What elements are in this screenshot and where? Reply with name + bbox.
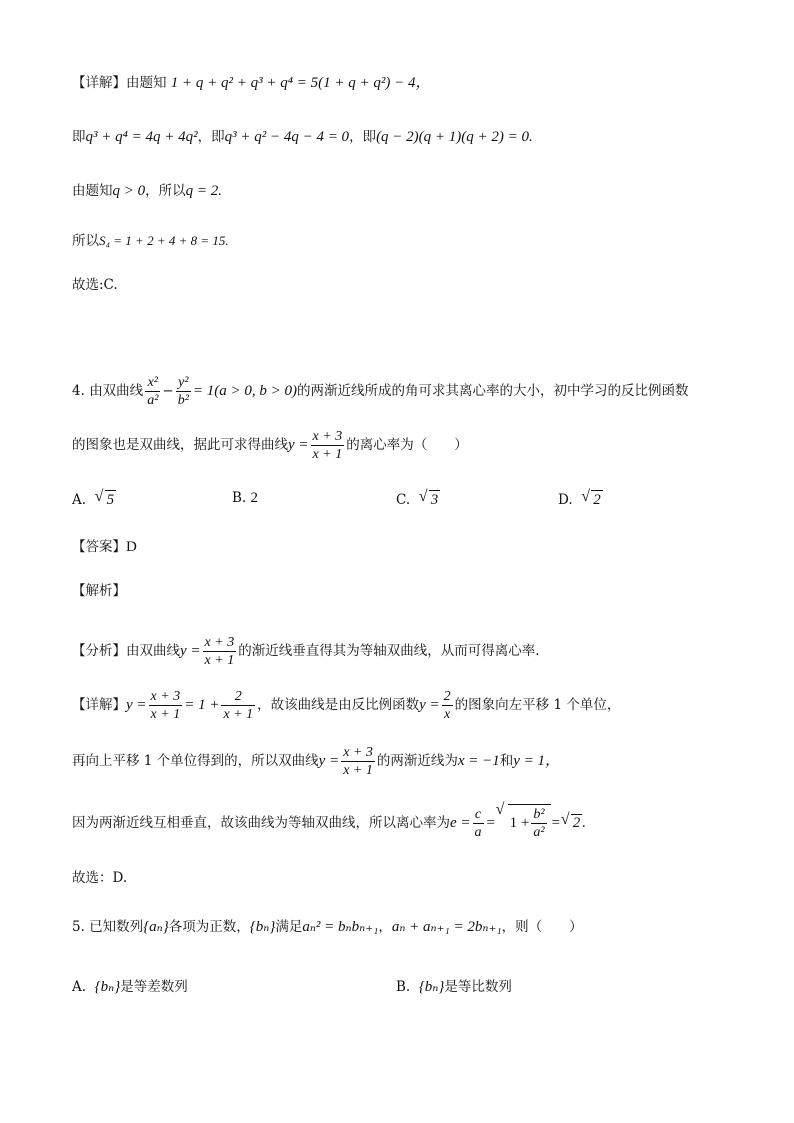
eccentricity-symbol: e = [450,814,471,831]
q5-condition: aₙ + aₙ₊₁ = 2bₙ₊₁ [391,919,502,935]
answer-value: D [126,539,137,555]
q4-text: 的渐近线垂直得其为等轴双曲线，从而可得离心率. [238,643,540,659]
p3-detail-line1 [72,76,430,91]
q5-text: ， [378,919,392,935]
asymptote: y = 1， [513,753,561,769]
p3-text: ，即 [349,129,377,145]
sequence-b: {bₙ} [94,979,121,995]
q4-stem-line1: 4. 由双曲线 $\frac{\text{x²}}{\text{a²}}$ − $\frac{\text{y²}}{\text{b²}}$ = 1(a > 0, b > 0)的两渐近线所成的角可求其离心率的大小，初中学习的反比例函数 [72,375,689,408]
p3-text: ，所以 [145,183,186,199]
sequence-b: {bₙ} [418,979,445,995]
q4-jiexi-tag: 【解析】 [72,583,126,599]
option-text: 是等比数列 [444,979,512,995]
q4-text: 和 [499,753,514,769]
q4-text: 由双曲线 [89,383,144,399]
q4-answer-line [72,540,137,555]
q4-detail-line3: 因为两渐近线互相垂直，故该曲线为等轴双曲线，所以离心率为e = $\frac{c}{a}$ =√ 1 + $\frac{\text{b²}}{\text{a²}}$ =√ 2 . [72,804,586,841]
q4-text: 的两渐近线为 [376,753,458,769]
q4-detail-line1: 【详解】y = $\frac{x + 3}{x + 1}$ = 1 + $\frac{2}{x + 1}$ ，故该曲线是由反比例函数y = $\frac{2}{x}$ 的图象向左平移 1 个单位， [72,689,621,722]
p3-text: 由题知 [72,183,113,199]
q5-text: ，则（ ） [501,919,583,935]
q4-detail-line2: 再向上平移 1 个单位得到的，所以双曲线y = $\frac{x + 3}{x + 1}$ 的两渐近线为x = −1和y = 1， [72,745,561,778]
p3-text: 即 [72,129,86,145]
sequence-b: {bₙ} [249,919,276,935]
p3-math: q > 0 [112,183,146,199]
q4-text: 的图象也是双曲线，据此可求得曲线 [72,437,288,453]
p3-detail-line4 [72,234,229,249]
sqrt-icon: √ 2 [581,490,603,509]
q5-text: 满足 [275,919,303,935]
sqrt-icon: √ 3 [419,490,441,509]
option-label: A. [72,492,87,508]
q4-text: 由双曲线 [126,643,180,659]
q4-option-c [396,490,440,509]
option-label: B. [396,979,411,995]
q4-option-b [232,490,258,507]
analysis-tag: 【分析】 [72,643,126,659]
q4-text: 因为两渐近线互相垂直，故该曲线为等轴双曲线，所以离心率为 [72,814,450,831]
q5-option-b [396,975,512,996]
p3-text: ，即 [197,129,225,145]
sqrt-icon: √ 2 [561,814,583,831]
q5-text: 已知数列 [89,919,144,935]
q5-stem [72,920,583,935]
p3-math: q³ + q² − 4q − 4 = 0 [224,129,350,145]
p3-text: 由题知 [126,75,167,91]
option-value: 2 [250,490,259,506]
asymptote: x = −1 [457,753,500,769]
question-number: 4. [72,383,85,399]
q4-stem-line2: 的图象也是双曲线，据此可求得曲线y = $\frac{x + 3}{x + 1}$ 的离心率为（ ） [72,429,468,462]
p3-text: 所以 [72,233,99,249]
q4-condition: = 1(a > 0, b > 0) [192,383,298,399]
q5-condition: aₙ² = bₙbₙ₊₁ [302,919,379,935]
q4-analysis: 【分析】由双曲线y = $\frac{x + 3}{x + 1}$ 的渐近线垂直得其为等轴双曲线，从而可得离心率. [72,635,540,668]
p3-answer: 故选:C. [72,277,118,293]
p3-equation: 1 + q + q² + q³ + q⁴ = 5(1 + q + q²) − 4， [170,75,431,91]
q4-text: 再向上平移 1 个单位得到的，所以双曲线 [72,753,319,769]
xiangjie-tag: 【详解】 [72,697,126,713]
q4-option-d [558,490,603,509]
p3-detail-line2 [72,130,533,145]
q4-text: 的图象向左平移 1 个单位， [454,697,621,713]
q4-option-a [72,490,116,509]
question-number: 5. [72,919,85,935]
q4-text: ，故该曲线是由反比例函数 [257,697,420,713]
option-label: A. [72,979,87,995]
sqrt-icon: √ 1 + $\frac{\text{b²}}{\text{a²}}$ [496,804,551,841]
q4-text: 的两渐近线所成的角可求其离心率的大小，初中学习的反比例函数 [297,383,689,399]
p3-math: q³ + q⁴ = 4q + 4q² [85,129,198,145]
sqrt-icon: √ 5 [95,490,117,509]
option-text: 是等差数列 [120,979,188,995]
answer-tag: 【答案】 [72,539,126,555]
p3-detail-line3 [72,184,222,199]
option-label: D. [558,492,573,508]
q4-final-answer: 故选：D. [72,870,128,886]
p3-math: (q − 2)(q + 1)(q + 2) = 0. [376,129,533,145]
xiangjie-tag: 【详解】 [72,75,126,91]
p3-math: S₄ = 1 + 2 + 4 + 8 = 15. [99,233,229,248]
option-label: B. [232,490,247,506]
q5-option-a [72,975,188,996]
q4-text: 的离心率为（ ） [346,437,468,453]
q5-text: 各项为正数， [168,919,250,935]
option-label: C. [396,492,411,508]
p3-math: q = 2. [185,183,222,199]
sequence-a: {aₙ} [143,919,169,935]
